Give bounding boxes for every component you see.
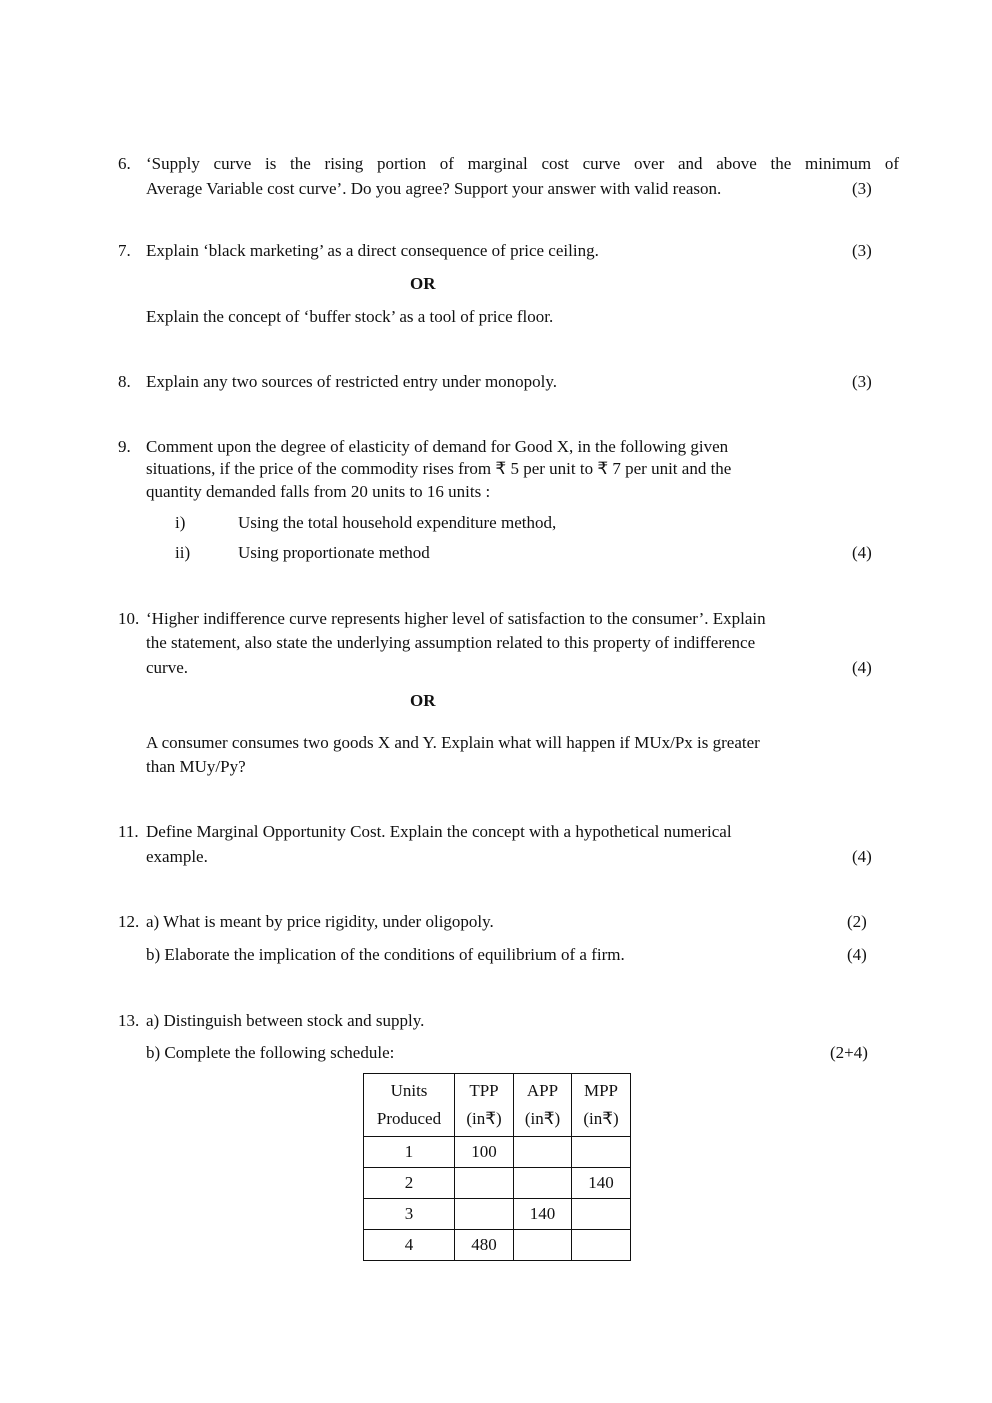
q9-item-text: Using proportionate method [238,543,430,562]
header-tpp [455,1074,514,1137]
q12-a-marks: (2) [847,912,867,931]
table-row [364,1230,631,1261]
q11-number: 11. [118,822,139,841]
header-line: (in₹) [583,1109,619,1128]
cell [572,1199,631,1230]
schedule-table [363,1073,631,1261]
q9-item-label: ii) [175,543,191,562]
cell: 4 [364,1230,455,1261]
q10-line2: the statement, also state the underlying assumption related to this property of indifference [146,633,756,652]
q6-number: 6. [118,154,131,173]
q6-line2: Average Variable cost curve’. Do you agree? Support your answer with valid reason. [146,179,722,198]
cell [572,1230,631,1261]
header-line: TPP [469,1081,499,1100]
header-line: Produced [376,1109,442,1128]
q7-number: 7. [118,241,131,260]
cell [572,1137,631,1168]
cell: 2 [364,1168,455,1199]
header-line: (in₹) [466,1109,502,1128]
table-row [364,1137,631,1168]
q9-number: 9. [118,437,131,456]
q8-line1: Explain any two sources of restricted entry under monopoly. [146,372,558,391]
header-line: (in₹) [524,1109,561,1128]
cell [514,1137,572,1168]
q11-line2: example. [146,847,208,866]
q9-line2: situations, if the price of the commodity rises from ₹ 5 per unit to ₹ 7 per unit and the [146,459,732,478]
q13-part-b: b) Complete the following schedule: [146,1043,395,1062]
q9-item-label: i) [175,513,186,532]
q13-part-a: a) Distinguish between stock and supply. [146,1011,425,1030]
cell [455,1199,514,1230]
cell: 140 [514,1199,572,1230]
q12-part-b: b) Elaborate the implication of the conditions of equilibrium of a firm. [146,945,625,964]
q10-number: 10. [118,609,140,628]
header-line: APP [526,1081,559,1100]
q10-alternative-line1: A consumer consumes two goods X and Y. Explain what will happen if MUx/Px is greater [146,733,760,752]
q12-b-marks: (4) [847,945,867,964]
table-row [364,1168,631,1199]
q13-marks: (2+4) [830,1043,868,1062]
q9-item-text: Using the total household expenditure method, [238,513,557,532]
q7-line1: Explain ‘black marketing’ as a direct consequence of price ceiling. [146,241,599,260]
q6-marks: (3) [852,179,872,198]
q11-marks: (4) [852,847,872,866]
header-line: MPP [583,1081,619,1100]
cell: 140 [572,1168,631,1199]
q10-marks: (4) [852,658,872,677]
table-row [364,1199,631,1230]
cell [514,1230,572,1261]
q11-line1: Define Marginal Opportunity Cost. Explain the concept with a hypothetical numerical [146,822,732,841]
header-units [364,1074,455,1137]
q9-line1: Comment upon the degree of elasticity of demand for Good X, in the following given [146,437,729,456]
cell: 3 [364,1199,455,1230]
q7-or: OR [410,274,436,293]
header-app [514,1074,572,1137]
table-header-row [364,1074,631,1137]
q10-line3: curve. [146,658,189,677]
cell: 480 [455,1230,514,1261]
q12-part-a: a) What is meant by price rigidity, under oligopoly. [146,912,494,931]
q8-marks: (3) [852,372,872,391]
q10-alternative-line2: than MUy/Py? [146,757,246,776]
q8-number: 8. [118,372,131,391]
cell: 1 [364,1137,455,1168]
q13-number: 13. [118,1011,140,1030]
q6-line1: ‘Supply curve is the rising portion of marginal cost curve over and above the minimum of [146,154,899,173]
q7-marks: (3) [852,241,872,260]
header-line: Units [390,1081,428,1100]
q10-line1: ‘Higher indifference curve represents higher level of satisfaction to the consumer’. Explain [146,609,766,628]
q9-marks: (4) [852,543,872,562]
cell [514,1168,572,1199]
cell [455,1168,514,1199]
q12-number: 12. [118,912,140,931]
header-mpp [572,1074,631,1137]
cell: 100 [455,1137,514,1168]
q9-line3: quantity demanded falls from 20 units to 16 units : [146,482,491,501]
q10-or: OR [410,691,436,710]
q7-alternative: Explain the concept of ‘buffer stock’ as a tool of price floor. [146,307,554,326]
